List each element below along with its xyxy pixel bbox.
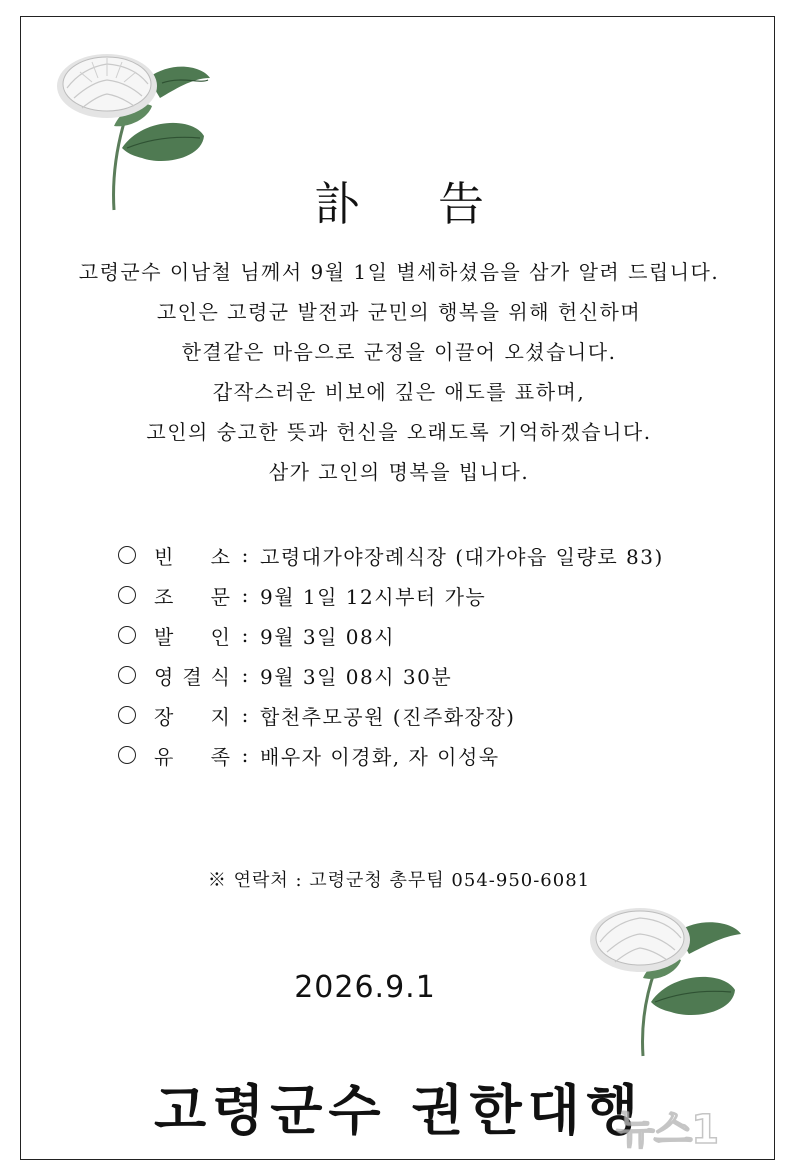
body-line: 갑작스러운 비보에 깊은 애도를 표하며, — [212, 380, 586, 404]
circle-bullet-icon — [118, 666, 136, 684]
circle-bullet-icon — [118, 546, 136, 564]
circle-bullet-icon — [118, 746, 136, 764]
detail-label: 조 문 — [154, 584, 230, 609]
detail-label: 발 인 — [154, 624, 230, 649]
detail-value: 배우자 이경화, 자 이성욱 — [260, 744, 500, 769]
detail-value: 9월 3일 08시 30분 — [260, 664, 453, 689]
detail-row-balin — [118, 615, 664, 655]
detail-colon: : — [241, 743, 249, 767]
notice-title: 訃告 — [314, 177, 562, 231]
detail-row-jangji — [118, 695, 664, 735]
circle-bullet-icon — [118, 706, 136, 724]
contact-info: ※ 연락처 : 고령군청 총무팀 054-950-6081 — [207, 870, 591, 891]
detail-label: 유 족 — [154, 744, 230, 769]
detail-value: 9월 3일 08시 — [260, 624, 396, 649]
body-line: 삼가 고인의 명복을 빕니다. — [268, 460, 530, 484]
detail-value: 합천추모공원 (진주화장장) — [260, 704, 516, 729]
detail-row-yujok — [118, 735, 664, 775]
funeral-details-list — [118, 535, 664, 775]
detail-colon: : — [241, 703, 249, 727]
detail-value: 9월 1일 12시부터 가능 — [260, 584, 487, 609]
signature: 고령군수 권한대행 — [153, 1078, 645, 1142]
circle-bullet-icon — [118, 626, 136, 644]
notice-date: 2026.9.1 — [294, 970, 436, 1005]
detail-colon: : — [241, 543, 249, 567]
body-line: 고인은 고령군 발전과 군민의 행복을 위해 헌신하며 — [156, 300, 642, 324]
detail-label: 영 결 식 — [154, 664, 230, 689]
detail-row-binso — [118, 535, 664, 575]
detail-row-yeonggyeolsik — [118, 655, 664, 695]
detail-colon: : — [241, 663, 249, 687]
detail-value: 고령대가야장례식장 (대가야읍 일량로 83) — [260, 544, 664, 569]
detail-colon: : — [241, 583, 249, 607]
detail-row-jomun — [118, 575, 664, 615]
detail-colon: : — [241, 623, 249, 647]
circle-bullet-icon — [118, 586, 136, 604]
body-line: 한결같은 마음으로 군정을 이끌어 오셨습니다. — [181, 340, 617, 364]
notice-body — [0, 252, 798, 492]
body-line: 고령군수 이남철 님께서 9월 1일 별세하셨음을 삼가 알려 드립니다. — [78, 260, 720, 284]
detail-label: 장 지 — [154, 704, 230, 729]
news1-watermark: 뉴스1 — [616, 1107, 719, 1153]
body-line: 고인의 숭고한 뜻과 헌신을 오래도록 기억하겠습니다. — [146, 420, 652, 444]
detail-label: 빈 소 — [154, 544, 230, 569]
